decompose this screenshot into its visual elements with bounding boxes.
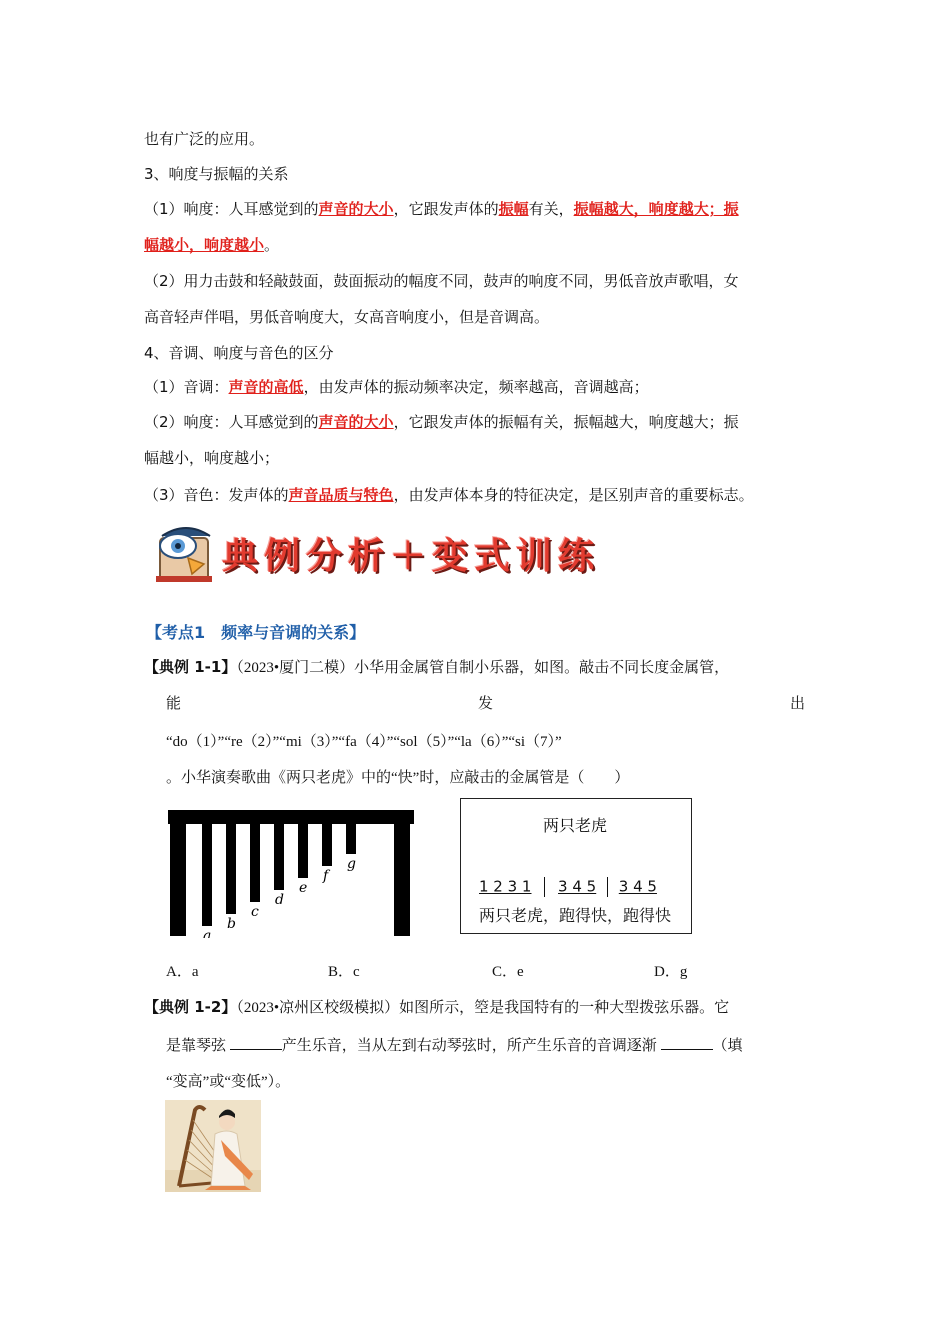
harp-player-image [165,1100,261,1192]
paragraph-timbre-def: （3）音色：发声体的声音品质与特色，由发声体本身的特征决定，是区别声音的重要标志。 [144,486,754,504]
metal-tubes-diagram [166,808,416,938]
metal-tube-label-b: b [227,916,236,932]
option-a[interactable]: A．a [166,964,199,980]
example-1-2-line1: 【典例 1-2】（2023•凉州区校级模拟）如图所示，箜是我国特有的一种大型拨弦乐器。它 [144,998,730,1016]
bar-line [607,877,608,897]
example-1-1-word-out: 出 [790,696,806,712]
kaodian-heading: 【考点1 频率与音调的关系】 [146,623,366,642]
metal-tube-label-d: d [275,892,284,908]
highlight-amplitude-rule-cont: 幅越小，响度越小 [144,236,265,254]
paragraph-loudness-def-cont: 幅越小，响度越小。 [144,236,280,254]
tigers-score-box [460,798,692,934]
example-1-2-tag: 【典例 1-2】 [144,998,237,1016]
metal-tube-a [202,824,212,926]
score-title: 两只老虎 [543,816,608,835]
example-1-1-question: 。小华演奏歌曲《两只老虎》中的“快”时，应敲击的金属管是（ ） [166,770,630,786]
metal-tube-label-c: c [251,904,259,920]
example-1-2-line2: 是靠琴弦 产生乐音，当从左到右动琴弦时，所产生乐音的音调逐渐 （填 [166,1034,743,1055]
example-1-1-tag: 【典例 1-1】 [144,658,237,676]
answer-blank-2[interactable] [661,1035,713,1050]
score-notes-3: 3 4 5 [618,877,657,896]
metal-tube-label-f: f [323,868,329,884]
paragraph-loudness-def: （1）响度：人耳感觉到的声音的大小，它跟发声体的振幅有关，振幅越大，响度越大；振 [144,200,739,218]
metal-tube-g [346,824,356,854]
metal-tube-c [250,824,260,902]
heading-loudness-amplitude: 3、响度与振幅的关系 [144,165,289,183]
metal-tube-label-g: g [347,856,356,872]
score-lyrics: 两只老虎，跑得快，跑得快 [479,906,672,925]
paragraph-pitch-def: （1）音调：声音的高低，由发声体的振动频率决定，频率越高，音调越高； [144,378,649,396]
metal-tube-d [274,824,284,890]
metal-tube-label-e: e [299,880,308,896]
paragraph-drum-example-cont: 高音轻声伴唱，男低音响度大，女高音响度小，但是音调高。 [144,308,550,326]
highlight-sound-size-2: 声音的大小 [318,413,394,431]
example-1-1-word-emit: 发 [478,696,494,712]
highlight-sound-size: 声音的大小 [318,200,394,218]
paragraph-drum-example: （2）用力击鼓和轻敲鼓面，鼓面振动的幅度不同，鼓声的响度不同，男低音放声歌唱，女 [144,272,739,290]
highlight-timbre: 声音品质与特色 [288,486,394,504]
metal-tube-e [298,824,308,878]
paragraph-loudness-def-2: （2）响度：人耳感觉到的声音的大小，它跟发声体的振幅有关，振幅越大，响度越大；振 [144,413,739,431]
banner-eye-icon [152,522,222,584]
option-d[interactable]: D．g [654,964,688,980]
answer-blank-1[interactable] [230,1035,282,1050]
example-1-2-line3: “变高”或“变低”）。 [166,1074,291,1090]
highlight-amplitude: 振幅 [498,200,529,218]
example-1-1-notes: “do（1）”“re（2）”“mi（3）”“fa（4）”“sol（5）”“la（6）”“si（7）” [166,734,562,750]
highlight-pitch: 声音的高低 [228,378,304,396]
metal-tube-f [322,824,332,866]
highlight-amplitude-rule: 振幅越大，响度越大；振 [573,200,739,218]
example-1-1-line1: 【典例 1-1】（2023•厦门二模）小华用金属管自制小乐器，如图。敲击不同长度金属管， [144,658,730,676]
bar-line [544,877,545,897]
score-notes-1: 1 2 3 1 [479,877,532,896]
banner-title: 典例分析＋变式训练 [222,535,601,577]
metal-tube-b [226,824,236,914]
option-c[interactable]: C．e [492,964,524,980]
score-notes-row [479,877,657,897]
metal-tube-label-a: a [203,928,212,938]
paragraph-applications: 也有广泛的应用。 [144,130,265,148]
score-notes-2: 3 4 5 [558,877,597,896]
heading-distinction: 4、音调、响度与音色的区分 [144,344,334,362]
example-1-1-word-can: 能 [166,696,182,712]
option-b[interactable]: B．c [328,964,360,980]
paragraph-loudness-def-2-cont: 幅越小，响度越小； [144,449,280,467]
